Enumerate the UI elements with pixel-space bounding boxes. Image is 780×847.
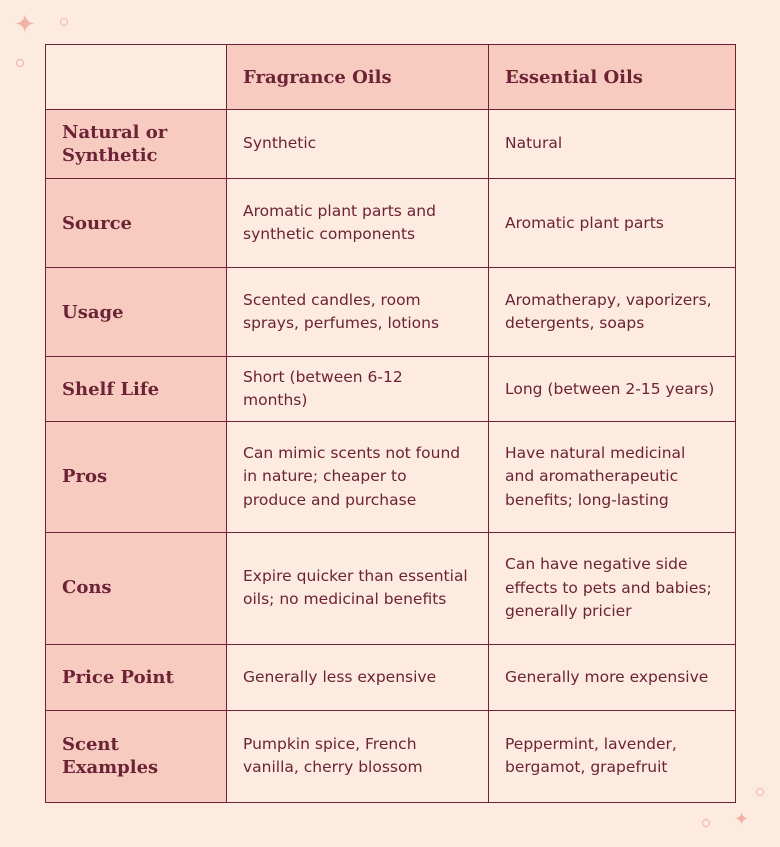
table-row (46, 268, 736, 357)
table-row (46, 422, 736, 532)
row-label: Cons (46, 532, 227, 644)
table-header-row (46, 45, 736, 110)
fragrance-cell: Generally less expensive (227, 644, 489, 710)
essential-cell: Aromatic plant parts (489, 179, 736, 268)
table-row (46, 644, 736, 710)
essential-cell: Have natural medicinal and aromatherapeutic benefits; long-lasting (489, 422, 736, 532)
essential-cell: Peppermint, lavender, bergamot, grapefruit (489, 710, 736, 802)
circle-icon (16, 59, 24, 67)
fragrance-cell: Aromatic plant parts and synthetic components (227, 179, 489, 268)
row-label: Shelf Life (46, 357, 227, 422)
essential-cell: Natural (489, 110, 736, 179)
row-label: Pros (46, 422, 227, 532)
fragrance-cell: Expire quicker than essential oils; no medicinal benefits (227, 532, 489, 644)
table-row (46, 357, 736, 422)
sparkle-icon: ✦ (734, 809, 750, 830)
fragrance-cell: Short (between 6-12 months) (227, 357, 489, 422)
comparison-table (45, 44, 736, 803)
row-label: Scent Examples (46, 710, 227, 802)
fragrance-cell: Scented candles, room sprays, perfumes, lotions (227, 268, 489, 357)
header-fragrance-oils: Fragrance Oils (227, 45, 489, 110)
row-label: Usage (46, 268, 227, 357)
fragrance-cell: Can mimic scents not found in nature; cheaper to produce and purchase (227, 422, 489, 532)
header-empty-cell (46, 45, 227, 110)
circle-icon (756, 788, 764, 796)
fragrance-cell: Pumpkin spice, French vanilla, cherry blossom (227, 710, 489, 802)
circle-icon (702, 819, 710, 827)
circle-icon (60, 18, 68, 26)
table-row (46, 532, 736, 644)
sparkle-icon: ✦ (14, 10, 36, 40)
row-label: Source (46, 179, 227, 268)
fragrance-cell: Synthetic (227, 110, 489, 179)
essential-cell: Aromatherapy, vaporizers, detergents, soaps (489, 268, 736, 357)
header-essential-oils: Essential Oils (489, 45, 736, 110)
row-label: Price Point (46, 644, 227, 710)
table-row (46, 179, 736, 268)
table-row (46, 710, 736, 802)
essential-cell: Can have negative side effects to pets and babies; generally pricier (489, 532, 736, 644)
table-row (46, 110, 736, 179)
row-label: Natural or Synthetic (46, 110, 227, 179)
essential-cell: Long (between 2-15 years) (489, 357, 736, 422)
essential-cell: Generally more expensive (489, 644, 736, 710)
